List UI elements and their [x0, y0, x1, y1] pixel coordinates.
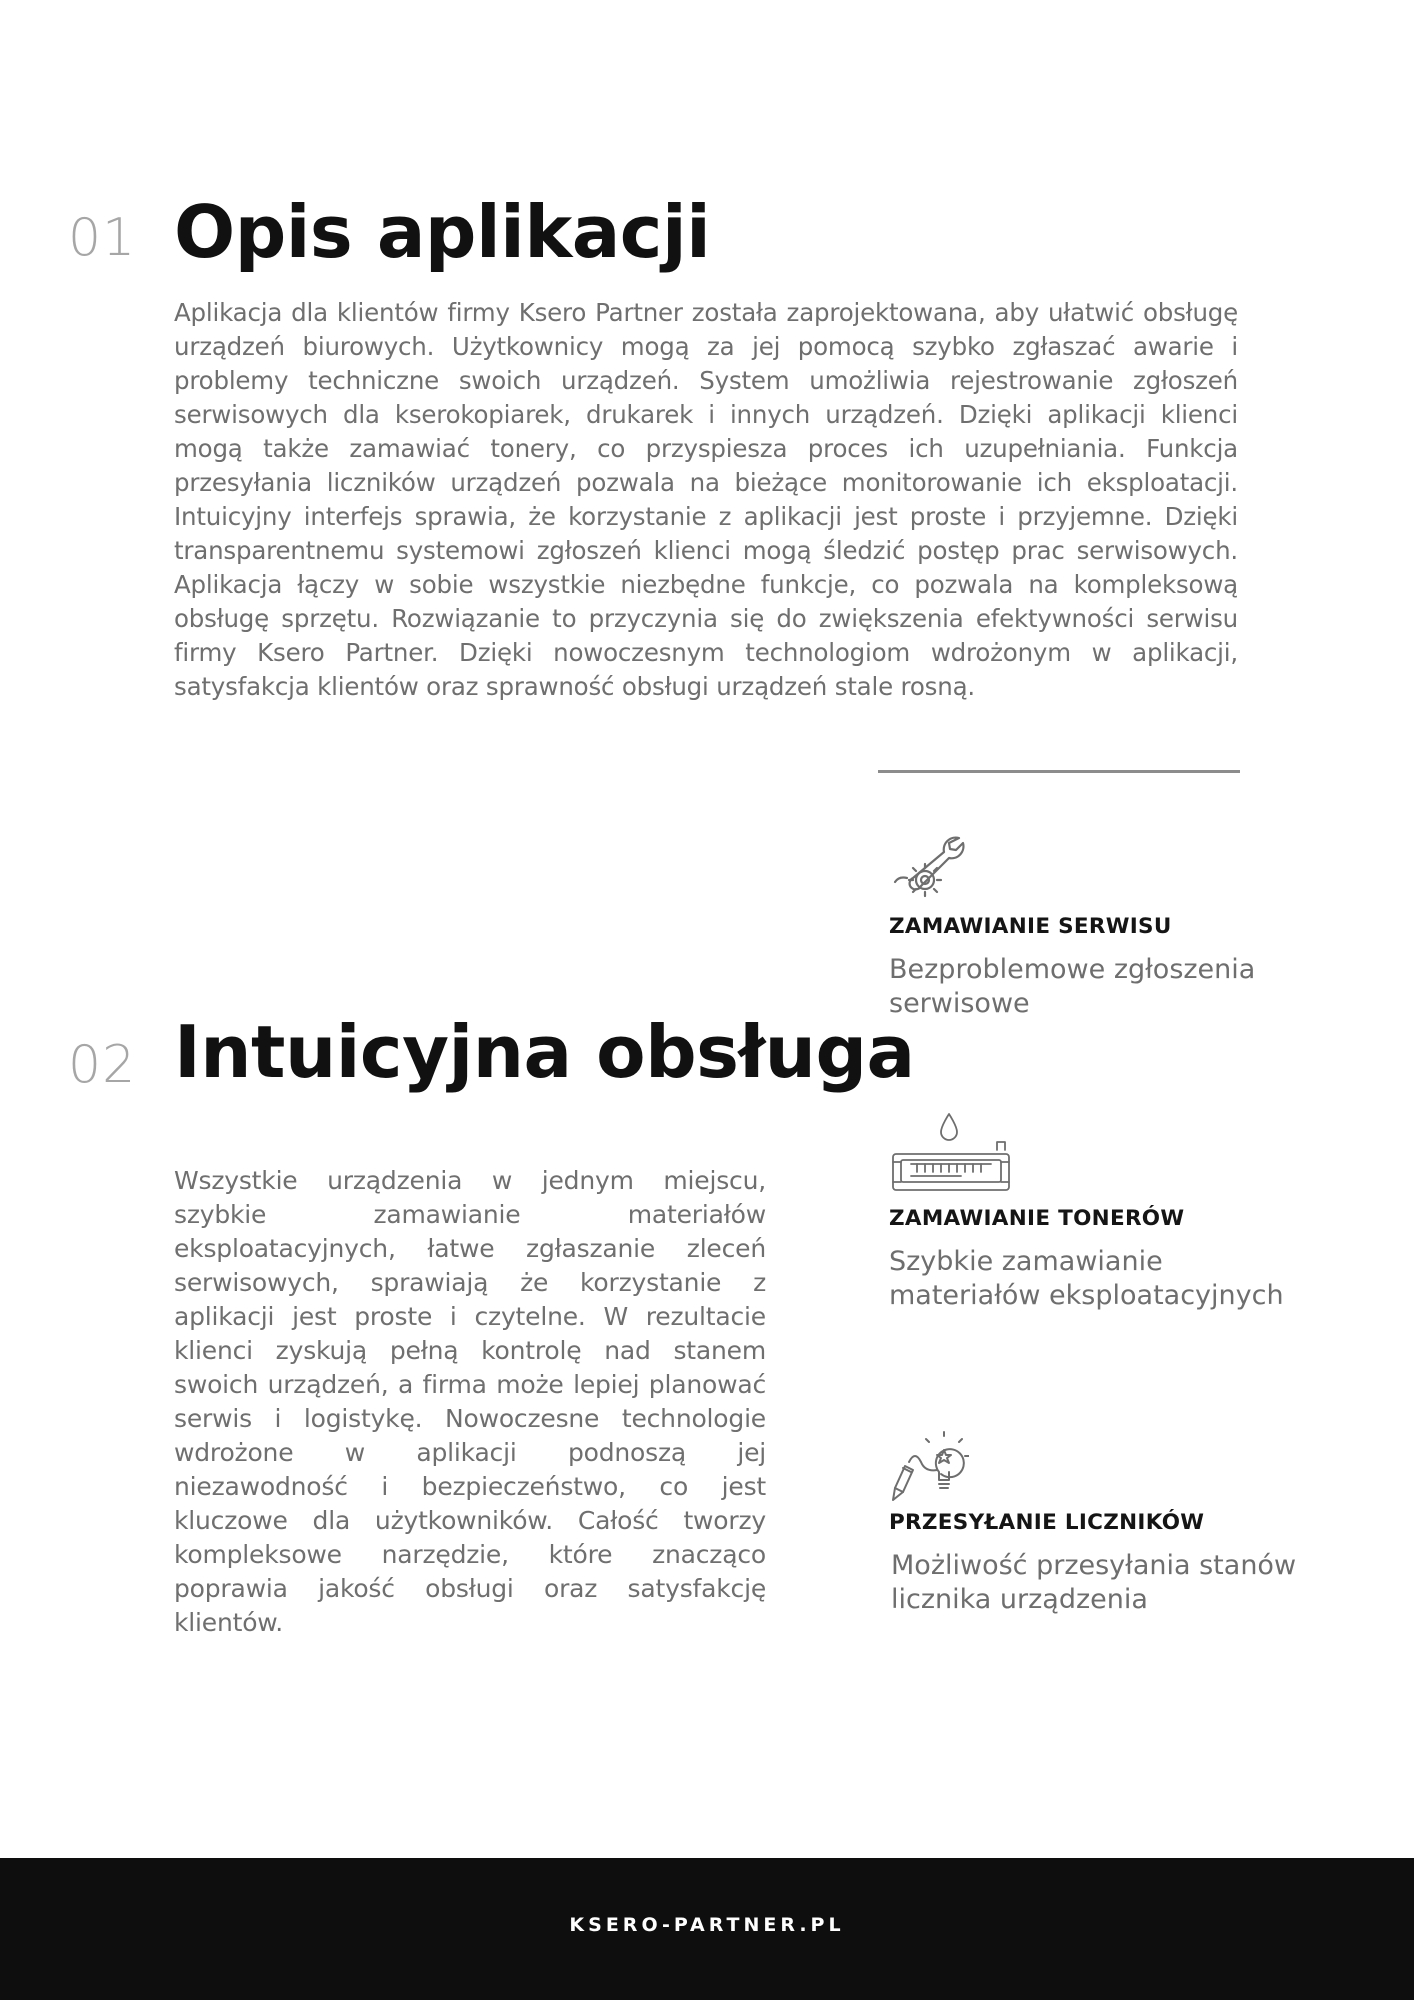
feature-title: ZAMAWIANIE TONERÓW [889, 1206, 1185, 1231]
feature-przesylanie-licznikow [889, 1430, 1319, 1617]
toner-cartridge-icon [889, 1110, 1013, 1196]
feature-title: PRZESYŁANIE LICZNIKÓW [889, 1510, 1205, 1535]
section-body-opis-aplikacji: Aplikacja dla klientów firmy Ksero Partner została zaprojektowana, aby ułatwić obsługę urządzeń biurowych. Użytkownicy mogą za jej pomocą szybko zgłaszać awarie i problemy techniczne swoich urządzeń. System umożliwia rejestrowanie zgłoszeń serwisowych dla kserokopiarek, drukarek i innych urządzeń. Dzięki aplikacji klienci mogą także zamawiać tonery, co przyspiesza proces ich uzupełniania. Funkcja przesyłania liczników urządzeń pozwala na bieżące monitorowanie ich eksploatacji. Intuicyjny interfejs sprawia, że korzystanie z aplikacji jest proste i przyjemne. Dzięki transparentnemu systemowi zgłoszeń klienci mogą śledzić postęp prac serwisowych. Aplikacja łączy w sobie wszystkie niezbędne funkcje, co pozwala na kompleksową obsługę sprzętu. Rozwiązanie to przyczynia się do zwiększenia efektywności serwisu firmy Ksero Partner. Dzięki nowoczesnym technologiom wdrożonym w aplikacji, satysfakcja klientów oraz sprawność obsługi urządzeń stale rosną. [174, 298, 1238, 701]
feature-description: Możliwość przesyłania stanów licznika urządzenia [891, 1550, 1297, 1615]
section-body-intuicyjna-obsluga: Wszystkie urządzenia w jednym miejscu, szybkie zamawianie materiałów eksploatacyjnych, łatwe zgłaszanie zleceń serwisowych, sprawiają że korzystanie z aplikacji jest proste i czytelne. W rezultacie klienci zyskują pełną kontrolę nad stanem swoich urządzeń, a firma może lepiej planować serwis i logistykę. Nowoczesne technologie wdrożone w aplikacji podnoszą jej niezawodność i bezpieczeństwo, co jest kluczowe dla użytkowników. Całość tworzy kompleksowe narzędzie, które znacząco poprawia jakość obsługi oraz satysfakcję klientów. [174, 1166, 766, 1637]
pencil-lightbulb-icon [889, 1430, 969, 1506]
section-title-intuicyjna-obsluga: Intuicyjna obsługa [174, 1010, 915, 1094]
feature-zamawianie-tonerow [889, 1110, 1319, 1313]
footer-website-link[interactable]: KSERO-PARTNER.PL [569, 1914, 845, 1936]
feature-description: Bezproblemowe zgłoszenia serwisowe [889, 954, 1256, 1019]
feature-title: ZAMAWIANIE SERWISU [889, 914, 1172, 939]
section-title-opis-aplikacji: Opis aplikacji [174, 190, 711, 274]
section-number-01: 01 [68, 208, 137, 268]
feature-zamawianie-serwisu [889, 832, 1319, 1021]
accent-divider [878, 770, 1240, 773]
wrench-gear-icon [889, 832, 969, 904]
feature-description: Szybkie zamawianie materiałów eksploatacyjnych [889, 1246, 1284, 1311]
footer [0, 1858, 1414, 2000]
section-number-02: 02 [68, 1035, 137, 1095]
